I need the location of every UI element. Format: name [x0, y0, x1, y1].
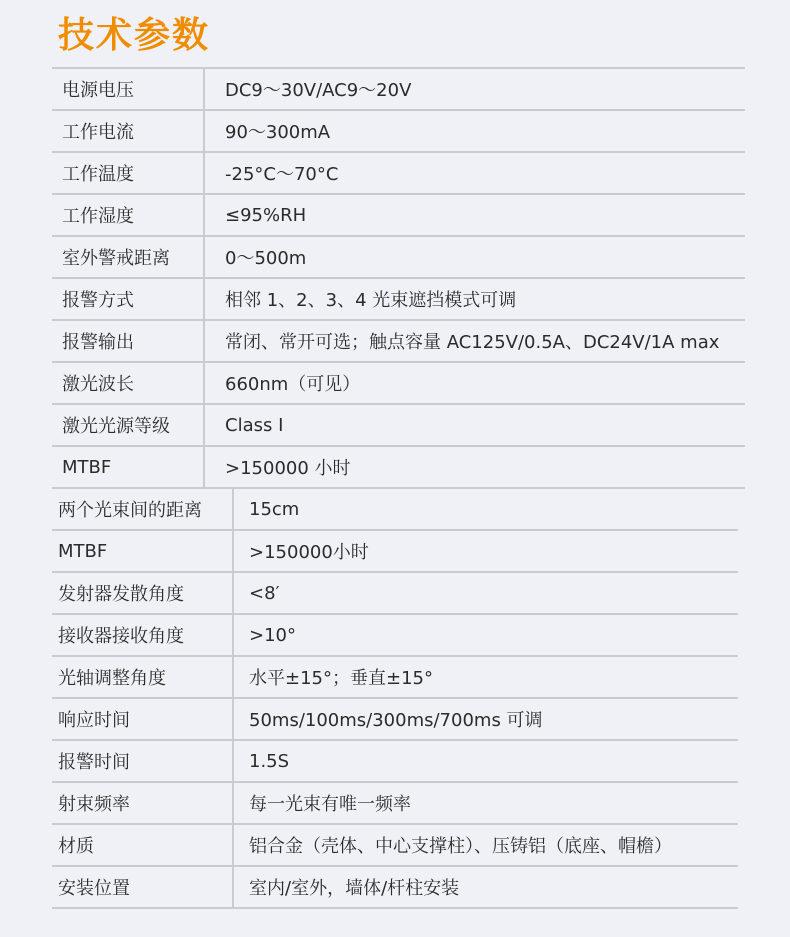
row-value: 相邻 1、2、3、4 光束遮挡模式可调	[225, 290, 517, 311]
row-label: 报警输出	[62, 332, 134, 353]
row-label: 响应时间	[58, 710, 130, 731]
row-value: 铝合金（壳体、中心支撑柱）、压铸铝（底座、帽檐）	[249, 836, 672, 857]
table-row	[52, 111, 745, 153]
row-label: MTBF	[58, 540, 108, 562]
row-value: -25°C～70°C	[225, 164, 339, 185]
table-row	[52, 195, 745, 237]
table-row	[52, 405, 745, 447]
row-label: 工作湿度	[62, 206, 134, 227]
spec-table	[52, 67, 745, 909]
row-value: 15cm	[249, 498, 300, 520]
row-label: 发射器发散角度	[58, 584, 184, 605]
table-row	[52, 699, 738, 741]
row-label: 接收器接收角度	[58, 626, 184, 647]
row-value: Class Ⅰ	[225, 414, 284, 436]
table-row	[52, 237, 745, 279]
row-value: 0～500m	[225, 248, 307, 269]
row-value: DC9～30V/AC9～20V	[225, 80, 412, 101]
row-value: 室内/室外，墙体/杆柱安装	[249, 878, 460, 899]
row-value: 常闭、常开可选；触点容量 AC125V/0.5A、DC24V/1A max	[225, 332, 720, 353]
table-row	[52, 825, 738, 867]
row-value: >150000 小时	[225, 458, 351, 479]
table-row	[52, 657, 738, 699]
row-label: 室外警戒距离	[62, 248, 170, 269]
row-value: 每一光束有唯一频率	[249, 794, 411, 815]
table-row	[52, 363, 745, 405]
row-value: 660nm（可见）	[225, 374, 361, 395]
row-label: 工作电流	[62, 122, 134, 143]
row-value: <8′	[249, 582, 280, 604]
table-row	[52, 153, 745, 195]
table-row	[52, 489, 738, 531]
row-label: 安装位置	[58, 878, 130, 899]
row-label: 激光光源等级	[62, 416, 170, 437]
row-label: 光轴调整角度	[58, 668, 166, 689]
row-value: 1.5S	[249, 750, 290, 772]
row-label: 射束频率	[58, 794, 130, 815]
row-label: 两个光束间的距离	[58, 500, 202, 521]
row-label: 报警时间	[58, 752, 130, 773]
table-row	[52, 321, 745, 363]
row-value: 50ms/100ms/300ms/700ms 可调	[249, 710, 543, 731]
row-label: 报警方式	[62, 290, 134, 311]
row-label: MTBF	[62, 456, 112, 478]
row-label: 工作温度	[62, 164, 134, 185]
table-row	[52, 573, 738, 615]
table-row	[52, 783, 738, 825]
row-value: >10°	[249, 624, 296, 646]
row-label: 材质	[58, 836, 94, 857]
table-row	[52, 867, 738, 909]
row-value: 水平±15°；垂直±15°	[249, 668, 433, 689]
row-value: >150000小时	[249, 542, 369, 563]
table-row	[52, 69, 745, 111]
table-row	[52, 531, 738, 573]
row-value: 90～300mA	[225, 122, 331, 143]
table-row	[52, 615, 738, 657]
table-row	[52, 279, 745, 321]
row-value: ≤95%RH	[225, 204, 307, 226]
spec-section-1	[52, 67, 745, 489]
row-label: 电源电压	[62, 80, 134, 101]
spec-section-2	[52, 489, 738, 909]
table-row	[52, 447, 745, 489]
table-row	[52, 741, 738, 783]
row-label: 激光波长	[62, 374, 134, 395]
page-title: 技术参数	[58, 15, 211, 56]
